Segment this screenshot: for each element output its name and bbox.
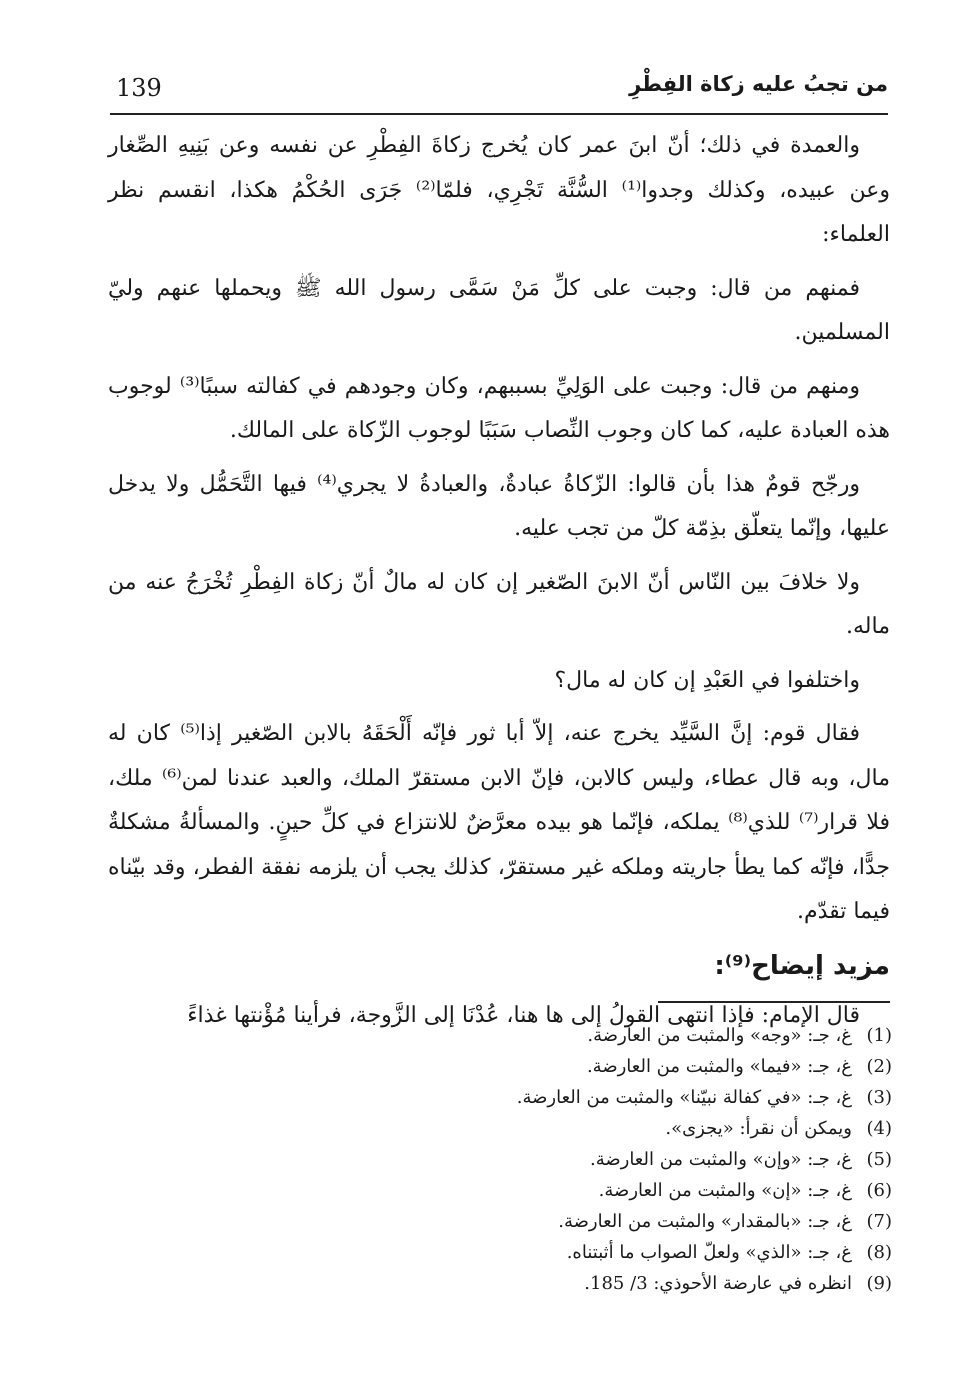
footnote xyxy=(108,1020,892,1051)
paragraph: ورجّح قومٌ هذا بأن قالوا: الزّكاةُ عبادةٌ، والعبادةُ لا يجري⁽⁴⁾ فيها التَّحَمُّل ولا يدخل عليها، وإنّما يتعلّق بذِمّة كلّ من تجب عليه. xyxy=(108,471,890,541)
footnote xyxy=(108,1268,892,1299)
footnote-text: ويمكن أن نقرأ: «يجزى». xyxy=(665,1118,852,1139)
footnote xyxy=(108,1051,892,1082)
paragraph: فقال قوم: إنَّ السَّيِّد يخرج عنه، إلاّ أبا ثور فإنّه أَلْحَقَهُ بالابن الصّغير إذا⁽⁵⁾ كان له مال، وبه قال عطاء، وليس كالابن، فإنّ الابن مستقرّ الملك، والعبد عندنا لمن⁽⁶⁾ ملك، فلا قرار⁽⁷⁾ للذي⁽⁸⁾ يملكه، فإنّما هو بيده معرَّضٌ للانتزاع في كلِّ حينٍ. والمسألةُ مشكلةٌ جدًّا، فإنّه كما يطأ جاريته وملكه غير مستقرّ، كذلك يجب أن يلزمه نفقة الفطر، وقد بيّناه فيما تقدّم. xyxy=(108,721,890,924)
footnote xyxy=(108,1206,892,1237)
footnote xyxy=(108,1144,892,1175)
page-header xyxy=(110,70,888,106)
paragraph: ومنهم من قال: وجبت على الوَلِيِّ بسببهم، وكان وجودهم في كفالته سببًا⁽³⁾ لوجوب هذه العبادة عليه، كما كان وجوب النِّصاب سَبَبًا لوجوب الزّكاة على المالك. xyxy=(108,373,890,443)
paragraph: واختلفوا في العَبْدِ إن كان له مال؟ xyxy=(554,667,860,693)
footnote-text: غ، جـ: «بالمقدار» والمثبت من العارضة. xyxy=(558,1211,852,1232)
footnote-number: (4) xyxy=(866,1118,892,1139)
footnote-number: (8) xyxy=(866,1242,892,1263)
footnote-text: غ، جـ: «وجه» والمثبت من العارضة. xyxy=(587,1025,852,1046)
paragraph: قال الإمام: فإذا انتهى القولُ إلى ها هنا، عُدْنَا إلى الزَّوجة، فرأينا مُؤْنتها غذاءً xyxy=(187,1003,860,1028)
footnote-number: (7) xyxy=(866,1211,892,1232)
footnote-number: (6) xyxy=(866,1180,892,1201)
footnote-text: غ، جـ: «إن» والمثبت من العارضة. xyxy=(598,1180,852,1201)
footnote xyxy=(108,1082,892,1113)
footnote-number: (1) xyxy=(866,1025,892,1046)
footnote-divider xyxy=(658,1001,890,1003)
footnote-text: غ، جـ: «في كفالة نبيّنا» والمثبت من العارضة. xyxy=(516,1087,852,1108)
footnote-text: غ، جـ: «الذي» ولعلّ الصواب ما أثبتناه. xyxy=(566,1242,852,1263)
footnote-number: (3) xyxy=(866,1087,892,1108)
footnote xyxy=(108,1113,892,1144)
paragraph: والعمدة في ذلك؛ أنّ ابنَ عمر كان يُخرج زكاةَ الفِطْرِ عن نفسه وعن بَنِيهِ الصِّغار وعن عبيده، وكذلك وجدوا⁽¹⁾ السُّنَّة تَجْرِي، فلمّا⁽²⁾ جَرَى الحُكْمُ هكذا، انقسم نظر العلماء: xyxy=(108,133,891,247)
main-text xyxy=(108,124,890,1048)
footnotes xyxy=(108,1020,892,1299)
header-divider xyxy=(110,113,888,115)
running-title: من تجبُ عليه زكاة الفِطْرِ xyxy=(629,72,888,96)
footnote-text: غ، جـ: «فيما» والمثبت من العارضة. xyxy=(586,1056,852,1077)
paragraph: ولا خلافَ بين النّاس أنّ الابنَ الصّغير إن كان له مالٌ أنّ زكاة الفِطْرِ تُخْرَجُ عنه من ماله. xyxy=(108,569,890,639)
footnote-number: (2) xyxy=(866,1056,892,1077)
section-heading: مزيد إيضاح⁽⁹⁾: xyxy=(714,950,890,981)
footnote xyxy=(108,1237,892,1268)
footnote xyxy=(108,1175,892,1206)
page-number: 139 xyxy=(116,74,162,102)
footnote-number: (5) xyxy=(866,1149,892,1170)
paragraph: فمنهم من قال: وجبت على كلِّ مَنْ سَمَّى رسول الله ﷺ ويحملها عنهم وليّ المسلمين. xyxy=(108,275,890,345)
footnote-text: غ، جـ: «وإن» والمثبت من العارضة. xyxy=(589,1149,852,1170)
footnote-text: انظره في عارضة الأحوذي: 3/ 185. xyxy=(584,1273,852,1294)
footnote-number: (9) xyxy=(866,1273,892,1294)
